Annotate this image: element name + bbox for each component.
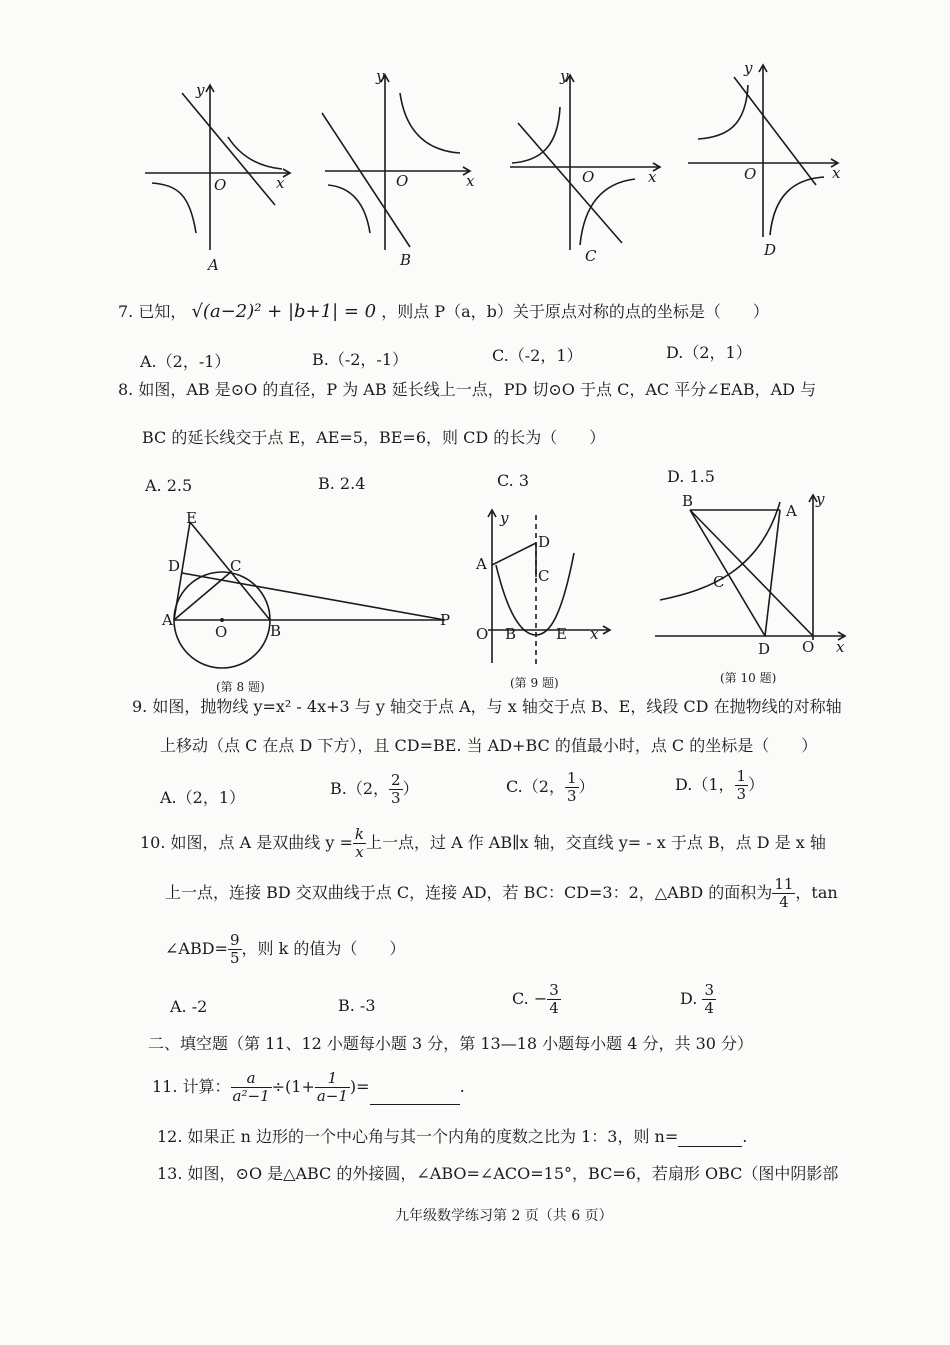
q11-a-den: a²−1	[232, 1087, 270, 1105]
fig8-label-d: D	[168, 557, 181, 575]
q10-line1	[140, 826, 826, 861]
fig8-label-a: A	[162, 611, 173, 629]
q7-option-c[interactable]: C.（-2，1）	[492, 346, 583, 365]
q10-line3	[165, 932, 405, 967]
q10-tan-fraction	[228, 932, 242, 967]
graph-options-row	[130, 55, 850, 280]
fig9-caption: (第 9 题)	[510, 676, 559, 690]
q11-b-den: a−1	[316, 1087, 348, 1105]
q12-end: .	[742, 1127, 748, 1146]
q10-line2	[165, 876, 838, 911]
fig8-label-o: O	[215, 623, 228, 641]
q9-d-fraction	[735, 768, 749, 803]
page-footer: 九年级数学练习第 2 页（共 6 页）	[395, 1208, 613, 1224]
q10-c-den: 4	[549, 999, 559, 1017]
graph-c-origin: O	[582, 168, 595, 186]
q9-b-den: 3	[391, 789, 401, 807]
graph-d-y-label: y	[744, 59, 753, 77]
q10-line3-post: ，则 k 的值为（ ）	[241, 939, 406, 958]
graph-d-origin: O	[744, 165, 757, 183]
question-13: 13. 如图，⊙O 是△ABC 的外接圆，∠ABO=∠ACO=15°，BC=6，若扇形 OBC（图中阴影部	[157, 1164, 839, 1183]
graph-c-label: C	[585, 247, 597, 265]
q7-option-b[interactable]: B.（-2，-1）	[312, 350, 409, 369]
graph-b-label: B	[400, 251, 412, 269]
q10-d-num: 3	[704, 981, 714, 999]
q10-tan-num: 9	[229, 931, 240, 949]
fig10-label-y: y	[816, 490, 825, 508]
graph-a-x-label: x	[276, 174, 285, 192]
fig8-label-b: B	[270, 622, 282, 640]
q10-line2-post: ，tan	[795, 883, 838, 902]
q10-d-pre: D.	[680, 989, 703, 1008]
q10-pre: 10. 如图，点 A 是双曲线 y =	[140, 833, 353, 852]
fig9-label-e: E	[556, 625, 567, 643]
q10-option-a[interactable]: A. -2	[170, 997, 208, 1016]
q10-option-d[interactable]	[680, 982, 716, 1017]
fig8-caption: (第 8 题)	[216, 680, 265, 694]
q10-area-num: 11	[774, 875, 794, 893]
q11-post: )=	[349, 1077, 370, 1096]
fig10-label-c: C	[713, 573, 725, 591]
q10-option-b[interactable]: B. -3	[338, 996, 376, 1015]
graph-d	[688, 65, 838, 237]
graph-b-y-label: y	[376, 67, 385, 85]
q12-text: 12. 如果正 n 边形的一个中心角与其一个内角的度数之比为 1：3，则 n=	[157, 1127, 679, 1146]
q11-b-num: 1	[315, 1070, 350, 1088]
q7-text: ，则点 P（a，b）关于原点对称的点的坐标是（ ）	[381, 302, 769, 321]
q12-answer-blank[interactable]	[678, 1126, 742, 1147]
q8-line2: BC 的延长线交于点 E，AE=5，BE=6，则 CD 的长为（ ）	[142, 428, 606, 447]
q9-option-b[interactable]	[330, 772, 419, 807]
fig9-label-y: y	[500, 509, 509, 527]
q9-b-post: ）	[402, 779, 419, 798]
q9-c-den: 3	[566, 787, 577, 805]
graph-c	[510, 75, 660, 250]
q9-c-pre: C.（2，	[506, 777, 565, 796]
q11-answer-blank[interactable]	[370, 1084, 460, 1105]
q9-c-fraction	[565, 770, 579, 805]
fig9-label-d: D	[538, 533, 551, 551]
q10-k-num: k	[354, 825, 364, 843]
q8-line1: 8. 如图，AB 是⊙O 的直径，P 为 AB 延长线上一点，PD 切⊙O 于点 C，AC 平分∠EAB，AD 与	[118, 380, 817, 399]
q10-area-den: 4	[779, 893, 789, 911]
q9-d-post: ）	[748, 775, 765, 794]
q9-option-c[interactable]	[506, 770, 595, 805]
graph-c-y-label: y	[560, 67, 569, 85]
fig10-label-x: x	[836, 638, 845, 656]
q10-c-fraction	[547, 982, 561, 1017]
q10-d-fraction	[702, 982, 716, 1017]
q9-line1: 9. 如图，抛物线 y=x² - 4x+3 与 y 轴交于点 A，与 x 轴交于点 B、E，线段 CD 在抛物线的对称轴	[132, 697, 842, 716]
q11-fraction-a	[231, 1070, 272, 1105]
fig9-label-x: x	[590, 625, 599, 643]
fig8-label-e: E	[186, 509, 197, 527]
section-2-heading: 二、填空题（第 11、12 小题每小题 3 分，第 13—18 小题每小题 4 分，共 30 分）	[148, 1034, 754, 1053]
q7-option-a[interactable]: A.（2，-1）	[140, 352, 231, 371]
q10-line2-pre: 上一点，连接 BD 交双曲线于点 C，连接 AD，若 BC：CD=3：2，△ABD 的面积为	[165, 883, 773, 902]
q8-option-b[interactable]: B. 2.4	[318, 474, 366, 493]
q8-option-d[interactable]: D. 1.5	[667, 467, 715, 486]
fig10-label-o: O	[802, 638, 815, 656]
graph-a-origin: O	[214, 176, 227, 194]
q9-option-a[interactable]: A.（2，1）	[160, 788, 246, 807]
q7-prefix: 7. 已知，	[118, 302, 187, 321]
q8-option-a[interactable]: A. 2.5	[145, 476, 193, 495]
q11-end: .	[459, 1077, 465, 1096]
q10-d-den: 4	[704, 999, 714, 1017]
q9-line2: 上移动（点 C 在点 D 下方），且 CD=BE. 当 AD+BC 的值最小时，点 C 的坐标是（ ）	[160, 736, 818, 755]
q9-b-fraction	[389, 772, 403, 807]
graph-d-label: D	[764, 241, 777, 259]
q8-option-c[interactable]: C. 3	[497, 471, 530, 490]
fig8-label-p: P	[440, 611, 451, 629]
q10-k-den: x	[355, 843, 364, 861]
fig10-label-a: A	[786, 502, 797, 520]
q9-b-num: 2	[391, 771, 401, 789]
question-11	[152, 1070, 465, 1105]
fig9-label-c: C	[538, 567, 550, 585]
figure-10	[650, 490, 850, 695]
figure-9	[470, 505, 620, 700]
graph-a-label: A	[208, 256, 219, 274]
q11-mid: ÷(1+	[271, 1077, 315, 1096]
fig10-label-d: D	[758, 640, 771, 658]
figure-8	[160, 505, 460, 700]
graph-c-x-label: x	[648, 168, 657, 186]
question-7	[118, 302, 769, 322]
q9-b-pre: B.（2，	[330, 779, 390, 798]
fig10-label-b: B	[682, 492, 694, 510]
graph-b-origin: O	[396, 172, 409, 190]
question-12	[157, 1126, 747, 1147]
graph-b-x-label: x	[466, 172, 475, 190]
fig8-label-c: C	[230, 557, 242, 575]
q10-c-pre: C. −	[512, 989, 548, 1008]
q9-d-num: 1	[736, 767, 747, 785]
q9-c-post: ）	[578, 777, 595, 796]
q7-option-d[interactable]: D.（2，1）	[666, 343, 752, 362]
q10-line3-pre: ∠ABD=	[165, 939, 228, 958]
fig9-label-b: B	[505, 625, 517, 643]
q9-d-pre: D.（1，	[675, 775, 735, 794]
q10-c-num: 3	[549, 981, 559, 999]
q9-c-num: 1	[566, 769, 577, 787]
q10-tan-den: 5	[229, 949, 240, 967]
q10-k-fraction	[353, 826, 366, 861]
fig9-label-a: A	[476, 555, 487, 573]
q9-option-d[interactable]	[675, 768, 764, 803]
q9-d-den: 3	[736, 785, 747, 803]
graph-b	[322, 75, 470, 250]
fig9-label-o: O	[476, 625, 489, 643]
graph-a-y-label: y	[196, 81, 205, 99]
graph-a	[145, 85, 290, 250]
q11-fraction-b	[315, 1070, 350, 1105]
q7-formula: √(a−2)² + |b+1| = 0	[191, 301, 377, 322]
q10-option-c[interactable]	[512, 982, 561, 1017]
q10-post: 上一点，过 A 作 AB∥x 轴，交直线 y= - x 于点 B，点 D 是 x 轴	[365, 833, 826, 852]
fig10-caption: (第 10 题)	[720, 671, 777, 685]
graph-d-x-label: x	[832, 164, 841, 182]
q10-area-fraction	[772, 876, 795, 911]
q11-pre: 11. 计算：	[152, 1077, 231, 1096]
q11-a-num: a	[231, 1070, 272, 1088]
